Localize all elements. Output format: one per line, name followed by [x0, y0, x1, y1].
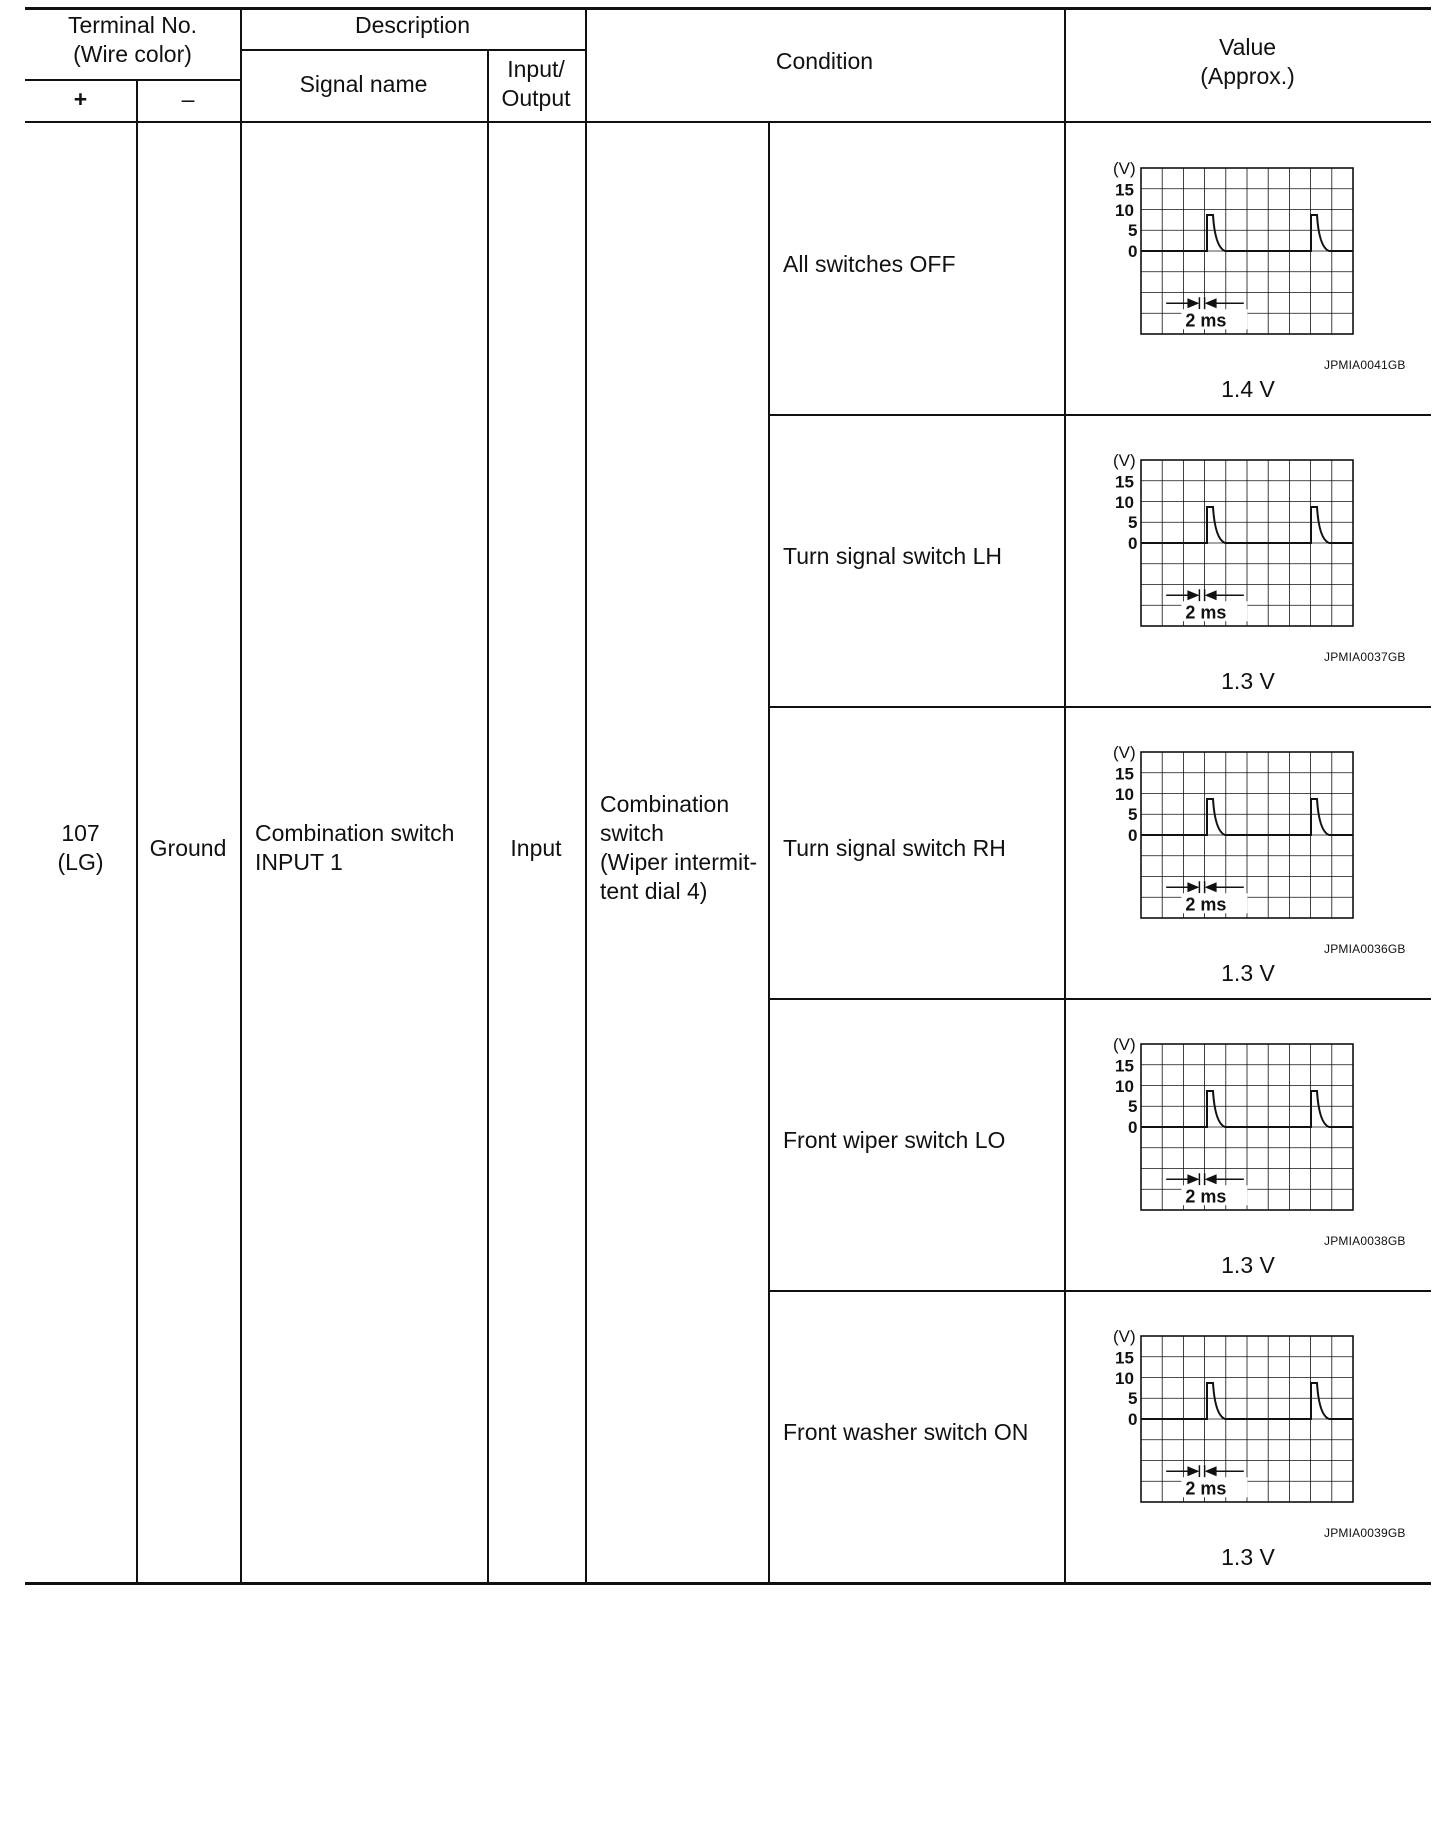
condition-label: Turn signal switch LH: [783, 543, 1003, 569]
col-line-plus-minus: [136, 79, 138, 1583]
condition-main-line4: tent dial 4): [600, 878, 708, 904]
terminal-subheader-line: [25, 79, 240, 81]
scope-y-axis-label: 10: [1115, 493, 1134, 512]
scope-y-axis-label: 0: [1128, 534, 1138, 553]
figure-code: JPMIA0038GB: [1324, 1234, 1406, 1248]
header-input-output-line2: Output: [501, 85, 571, 111]
terminal-plus-number: 107: [61, 820, 100, 846]
scope-y-axis-label: 0: [1128, 242, 1138, 261]
header-description: Description: [354, 12, 471, 38]
time-scale-label: 2 ms: [1185, 1186, 1227, 1207]
figure-code: JPMIA0041GB: [1324, 358, 1406, 372]
row-divider-1: [769, 414, 1431, 416]
signal-name-line2: INPUT 1: [255, 849, 343, 875]
approx-value: 1.3 V: [1221, 668, 1275, 694]
scope-y-axis-label: 10: [1115, 785, 1134, 804]
terminal-plus-wire-color: (LG): [57, 849, 104, 875]
condition-label: Front wiper switch LO: [783, 1127, 1006, 1153]
header-signal-name: Signal name: [299, 71, 428, 97]
scope-y-axis-label: 5: [1128, 1389, 1138, 1408]
scope-y-axis-label: 15: [1115, 472, 1134, 492]
approx-value: 1.3 V: [1221, 1252, 1275, 1278]
time-scale-label: 2 ms: [1185, 894, 1227, 915]
row-divider-3: [769, 998, 1431, 1000]
scope-y-axis-label: (V): [1113, 743, 1136, 762]
row-divider-4: [769, 1290, 1431, 1292]
header-plus: +: [73, 86, 88, 112]
header-value-line2: (Approx.): [1200, 63, 1295, 89]
scope-y-axis-label: 0: [1128, 1410, 1138, 1429]
scope-y-axis-label: (V): [1113, 1035, 1136, 1054]
col-line-condition-value: [1064, 8, 1066, 1583]
header-value-line1: Value: [1218, 34, 1277, 60]
header-bottom-line: [25, 121, 1431, 123]
scope-y-axis-label: (V): [1113, 159, 1136, 178]
figure-code: JPMIA0039GB: [1324, 1526, 1406, 1540]
header-terminal-no: Terminal No.: [67, 12, 198, 38]
figure-code: JPMIA0036GB: [1324, 942, 1406, 956]
header-wire-color: (Wire color): [73, 41, 192, 67]
time-scale-label: 2 ms: [1185, 602, 1227, 623]
col-line-signal-io: [487, 49, 489, 1583]
time-scale-label: 2 ms: [1185, 1478, 1227, 1499]
scope-y-axis-label: 10: [1115, 201, 1134, 220]
scope-y-axis-label: 5: [1128, 513, 1138, 532]
condition-main-line1: Combination: [600, 791, 730, 817]
scope-y-axis-label: 5: [1128, 1097, 1138, 1116]
condition-label: All switches OFF: [783, 251, 956, 277]
scope-y-axis-label: 5: [1128, 805, 1138, 824]
col-line-terminal-description: [240, 8, 242, 1583]
header-condition: Condition: [775, 48, 874, 74]
header-minus: –: [181, 86, 195, 112]
condition-main-line2: switch: [600, 820, 664, 846]
header-input-output-line1: Input/: [507, 56, 565, 82]
scope-y-axis-label: 0: [1128, 826, 1138, 845]
scope-y-axis-label: 0: [1128, 1118, 1138, 1137]
table-bottom-border: [25, 1582, 1431, 1585]
scope-y-axis-label: 10: [1115, 1077, 1134, 1096]
description-subheader-line: [240, 49, 585, 51]
time-scale-label: 2 ms: [1185, 310, 1227, 331]
scope-y-axis-label: (V): [1113, 451, 1136, 470]
terminal-minus-ground: Ground: [149, 835, 227, 861]
col-line-condition-split: [768, 121, 770, 1583]
approx-value: 1.3 V: [1221, 960, 1275, 986]
scope-y-axis-label: 10: [1115, 1369, 1134, 1388]
scope-y-axis-label: 15: [1115, 1348, 1134, 1368]
io-input: Input: [510, 835, 562, 861]
approx-value: 1.3 V: [1221, 1544, 1275, 1570]
row-divider-2: [769, 706, 1431, 708]
table-top-border: [25, 7, 1431, 10]
scope-y-axis-label: 15: [1115, 764, 1134, 784]
scope-y-axis-label: 15: [1115, 180, 1134, 200]
col-line-io-condition: [585, 8, 587, 1583]
condition-label: Turn signal switch RH: [783, 835, 1006, 861]
condition-main-line3: (Wiper intermit-: [600, 849, 758, 875]
scope-y-axis-label: (V): [1113, 1327, 1136, 1346]
condition-label: Front washer switch ON: [783, 1419, 1029, 1445]
approx-value: 1.4 V: [1221, 376, 1275, 402]
scope-y-axis-label: 15: [1115, 1056, 1134, 1076]
scope-y-axis-label: 5: [1128, 221, 1138, 240]
signal-name-line1: Combination switch: [255, 820, 455, 846]
figure-code: JPMIA0037GB: [1324, 650, 1406, 664]
